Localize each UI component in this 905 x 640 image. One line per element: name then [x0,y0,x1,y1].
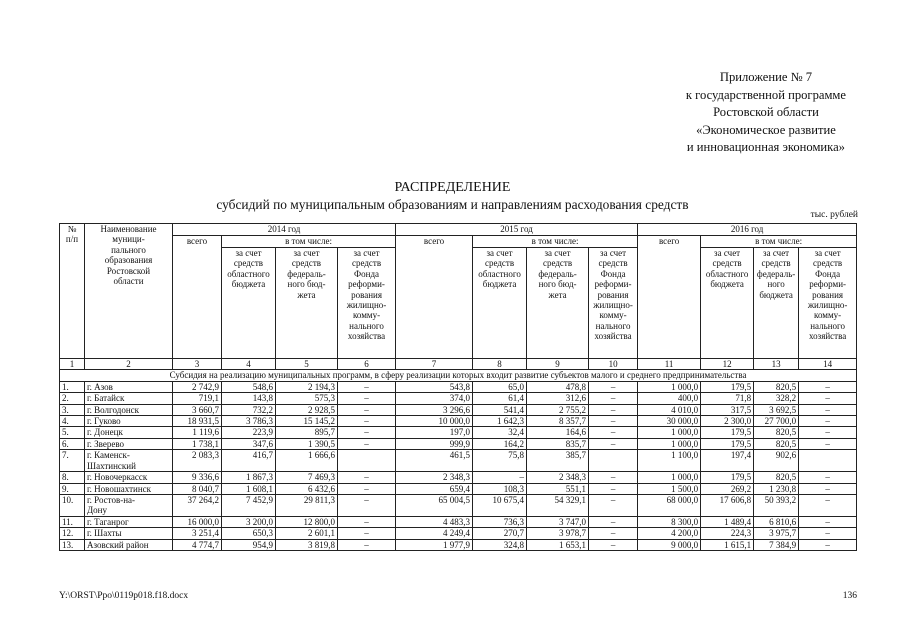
municipality-name: г. Новошахтинск [85,483,173,494]
table-cell: 270,7 [473,528,527,539]
municipality-name: г. Батайск [85,393,173,404]
table-cell: – [589,438,638,449]
table-cell: 7 384,9 [754,539,799,550]
municipality-name: г. Каменск- Шахтинский [85,450,173,472]
table-cell: 1 738,1 [173,438,222,449]
table-cell: 736,3 [473,517,527,528]
table-cell: 30 000,0 [638,416,701,427]
section-title: Субсидия на реализацию муниципальных программ, в сферу реализации которых входит развитие субъектов малого и среднего предпринимательства [60,370,857,381]
table-cell: 4 774,7 [173,539,222,550]
table-cell: – [799,438,857,449]
header-fund: за счет средств Фонда реформи- рования жилищно- комму- нального хозяйства [338,248,396,359]
table-row [60,539,857,550]
table-cell: 1 666,6 [276,450,338,472]
table-row [60,404,857,415]
table-cell: 54 329,1 [527,495,589,517]
appendix-line: Приложение № 7 [719,70,813,84]
table-cell: 4 249,4 [396,528,473,539]
table-cell: 650,3 [222,528,276,539]
municipality-name: г. Таганрог [85,517,173,528]
table-cell: – [589,528,638,539]
appendix-line: Ростовской области [713,105,819,119]
table-cell: 3 660,7 [173,404,222,415]
header-name: Наименование муници- пального образования Ростовской области [85,224,173,359]
header-regional: за счет средств областного бюджета [222,248,276,359]
table-cell: 1 390,5 [276,438,338,449]
table-cell: 179,5 [701,381,754,392]
table-cell: 1 100,0 [638,450,701,472]
subsidy-table [59,223,857,551]
table-cell: 3 692,5 [754,404,799,415]
table-cell: 37 264,2 [173,495,222,517]
column-number: 12 [701,359,754,370]
table-cell: 2 348,3 [396,472,473,483]
table-cell: – [338,528,396,539]
municipality-name: г. Зверево [85,438,173,449]
row-number: 12. [60,528,85,539]
column-number: 2 [85,359,173,370]
table-cell: – [338,483,396,494]
table-cell: 8 040,7 [173,483,222,494]
table-cell: – [799,404,857,415]
table-cell: 17 606,8 [701,495,754,517]
table-cell: 6 432,6 [276,483,338,494]
table-cell: 541,4 [473,404,527,415]
header-year: 2016 год [638,224,857,236]
table-cell: 478,8 [527,381,589,392]
table-cell: 416,7 [222,450,276,472]
table-cell: 2 742,9 [173,381,222,392]
table-cell: 10 675,4 [473,495,527,517]
table-cell: 12 800,0 [276,517,338,528]
table-cell: – [589,416,638,427]
header-total: всего [638,236,701,359]
row-number: 6. [60,438,85,449]
table-cell: 143,8 [222,393,276,404]
table-cell: 548,6 [222,381,276,392]
document-subtitle: субсидий по муниципальным образованиям и направлениям расходования средств [216,197,689,212]
table-cell: 2 083,3 [173,450,222,472]
table-row [60,416,857,427]
municipality-name: Азовский район [85,539,173,550]
header-total: всего [173,236,222,359]
table-cell: 15 145,2 [276,416,338,427]
table-row [60,393,857,404]
table-cell: 3 975,7 [754,528,799,539]
table-cell: 659,4 [396,483,473,494]
table-body [60,370,857,551]
table-cell: 374,0 [396,393,473,404]
table-cell: – [338,539,396,550]
table-cell: 10 000,0 [396,416,473,427]
header-fund: за счет средств Фонда реформи- рования жилищно- комму- нального хозяйства [799,248,857,359]
row-number: 4. [60,416,85,427]
table-cell: 108,3 [473,483,527,494]
table-cell: 29 811,3 [276,495,338,517]
table-cell: 895,7 [276,427,338,438]
table-cell: 197,4 [701,450,754,472]
municipality-name: г. Ростов-на- Дону [85,495,173,517]
table-cell: 312,6 [527,393,589,404]
table-cell: 1 977,9 [396,539,473,550]
header-federal: за счет средств федераль- ного бюджета [754,248,799,359]
table-row [60,472,857,483]
table-cell: 269,2 [701,483,754,494]
table-cell: 3 747,0 [527,517,589,528]
table-row [60,517,857,528]
table-cell: – [799,393,857,404]
row-number: 10. [60,495,85,517]
table-cell: – [338,495,396,517]
table-cell: – [338,517,396,528]
column-number: 14 [799,359,857,370]
column-number: 7 [396,359,473,370]
column-number: 4 [222,359,276,370]
table-cell: 1 000,0 [638,427,701,438]
table-cell: 575,3 [276,393,338,404]
table-cell: 3 200,0 [222,517,276,528]
table-cell: 1 642,3 [473,416,527,427]
table-cell: 223,9 [222,427,276,438]
table-row [60,438,857,449]
table-cell: 551,1 [527,483,589,494]
table-cell: 2 928,5 [276,404,338,415]
header-federal: за счет средств федераль- ного бюд- жета [276,248,338,359]
row-number: 1. [60,381,85,392]
table-cell: 1 615,1 [701,539,754,550]
table-cell: 7 469,3 [276,472,338,483]
row-number: 5. [60,427,85,438]
table-cell: 2 348,3 [527,472,589,483]
table-cell: 68 000,0 [638,495,701,517]
table-cell: – [799,472,857,483]
table-cell: 902,6 [754,450,799,472]
table-cell: 461,5 [396,450,473,472]
table-cell: – [589,539,638,550]
table-row [60,495,857,517]
column-number: 9 [527,359,589,370]
municipality-name: г. Волгодонск [85,404,173,415]
table-cell: – [338,381,396,392]
header-num: № п/п [60,224,85,359]
table-cell: 4 483,3 [396,517,473,528]
table-cell: 197,0 [396,427,473,438]
table-cell: 8 300,0 [638,517,701,528]
table-row [60,427,857,438]
table-cell: 1 489,4 [701,517,754,528]
table-cell: 61,4 [473,393,527,404]
column-number: 8 [473,359,527,370]
table-cell: 7 452,9 [222,495,276,517]
header-year: 2014 год [173,224,396,236]
table-cell: – [589,517,638,528]
table-cell: – [589,381,638,392]
table-cell: 1 000,0 [638,381,701,392]
table-cell: 1 000,0 [638,438,701,449]
table-cell: 164,6 [527,427,589,438]
table-cell: – [589,472,638,483]
table-cell: 27 700,0 [754,416,799,427]
table-cell: 324,8 [473,539,527,550]
table-cell: 1 608,1 [222,483,276,494]
table-cell: – [799,517,857,528]
table-cell: 820,5 [754,427,799,438]
table-cell: 999,9 [396,438,473,449]
table-cell: 400,0 [638,393,701,404]
units-label: тыс. рублей [810,210,858,220]
table-cell: 954,9 [222,539,276,550]
header-federal: за счет средств федераль- ного бюд- жета [527,248,589,359]
table-cell: 8 357,7 [527,416,589,427]
table-cell: – [799,416,857,427]
table-cell: 71,8 [701,393,754,404]
municipality-name: г. Новочеркасск [85,472,173,483]
table-cell: – [799,381,857,392]
table-cell: 1 119,6 [173,427,222,438]
document-title: РАСПРЕДЕЛЕНИЕ [394,180,511,195]
table-cell: 835,7 [527,438,589,449]
table-cell: 6 810,6 [754,517,799,528]
table-cell: 820,5 [754,472,799,483]
page-number: 136 [842,591,857,601]
table-cell: 1 867,3 [222,472,276,483]
table-cell: 3 251,4 [173,528,222,539]
table-cell: – [589,427,638,438]
table-cell: – [473,472,527,483]
header-regional: за счет средств областного бюджета [701,248,754,359]
table-row [60,450,857,472]
table-cell: 4 200,0 [638,528,701,539]
table-cell: 3 786,3 [222,416,276,427]
table-cell: 328,2 [754,393,799,404]
appendix-line: и инновационная экономика» [686,140,845,154]
column-number: 6 [338,359,396,370]
table-cell: – [589,393,638,404]
table-cell: – [799,495,857,517]
table-cell: 16 000,0 [173,517,222,528]
table-cell: 9 336,6 [173,472,222,483]
appendix-line: «Экономическое развитие [696,122,836,137]
header-incl: в том числе: [473,236,638,248]
table-cell: 1 500,0 [638,483,701,494]
table-cell: 32,4 [473,427,527,438]
table-cell: 347,6 [222,438,276,449]
column-number: 5 [276,359,338,370]
table-cell: 179,5 [701,472,754,483]
municipality-name: г. Азов [85,381,173,392]
table-cell: – [799,427,857,438]
table-cell: 50 393,2 [754,495,799,517]
table-cell: 18 931,5 [173,416,222,427]
table-cell: – [589,404,638,415]
table-cell: – [338,427,396,438]
table-cell: 820,5 [754,381,799,392]
table-row [60,483,857,494]
column-number: 3 [173,359,222,370]
table-cell: 179,5 [701,438,754,449]
column-number: 10 [589,359,638,370]
table-cell: 2 300,0 [701,416,754,427]
table-cell: – [589,495,638,517]
table-header [60,224,857,370]
appendix-block [686,69,846,157]
header-incl: в том числе: [222,236,396,248]
table-cell: 2 755,2 [527,404,589,415]
table-cell: 65,0 [473,381,527,392]
table-cell: 4 010,0 [638,404,701,415]
table-cell: 1 230,8 [754,483,799,494]
table-cell: 164,2 [473,438,527,449]
table-cell [799,450,857,472]
table-cell: 3 819,8 [276,539,338,550]
table-cell: 2 194,3 [276,381,338,392]
column-number: 1 [60,359,85,370]
table-cell: 179,5 [701,427,754,438]
table-cell: – [799,528,857,539]
header-regional: за счет средств областного бюджета [473,248,527,359]
table-cell [338,450,396,472]
municipality-name: г. Гуково [85,416,173,427]
table-row [60,528,857,539]
header-total: всего [396,236,473,359]
table-cell: – [338,416,396,427]
table-cell: – [799,539,857,550]
table-cell: 1 653,1 [527,539,589,550]
footer-file-path: Y:\ORST\Ppo\0119p018.f18.docx [59,591,189,601]
table-cell: 65 004,5 [396,495,473,517]
row-number: 11. [60,517,85,528]
table-cell: 9 000,0 [638,539,701,550]
row-number: 9. [60,483,85,494]
header-incl: в том числе: [701,236,857,248]
table-cell: 224,3 [701,528,754,539]
table-cell: 385,7 [527,450,589,472]
table-cell: – [338,404,396,415]
row-number: 8. [60,472,85,483]
table-cell: 543,8 [396,381,473,392]
table-row [60,381,857,392]
table-cell: 2 601,1 [276,528,338,539]
table-cell: 3 296,6 [396,404,473,415]
appendix-line: к государственной программе [685,87,846,102]
table-cell: 3 978,7 [527,528,589,539]
column-number: 13 [754,359,799,370]
table-cell: – [338,438,396,449]
municipality-name: г. Донецк [85,427,173,438]
table-cell [589,450,638,472]
table-cell: – [589,483,638,494]
row-number: 13. [60,539,85,550]
table-cell: 1 000,0 [638,472,701,483]
header-year: 2015 год [396,224,638,236]
table-cell: – [799,483,857,494]
table-cell: 75,8 [473,450,527,472]
row-number: 3. [60,404,85,415]
row-number: 7. [60,450,85,472]
table-cell: 317,5 [701,404,754,415]
table-cell: – [338,393,396,404]
table-cell: – [338,472,396,483]
table-cell: 820,5 [754,438,799,449]
header-fund: за счет средств Фонда реформи- рования жилищно- комму- нального хозяйства [589,248,638,359]
table-cell: 732,2 [222,404,276,415]
column-number: 11 [638,359,701,370]
row-number: 2. [60,393,85,404]
municipality-name: г. Шахты [85,528,173,539]
table-cell: 719,1 [173,393,222,404]
